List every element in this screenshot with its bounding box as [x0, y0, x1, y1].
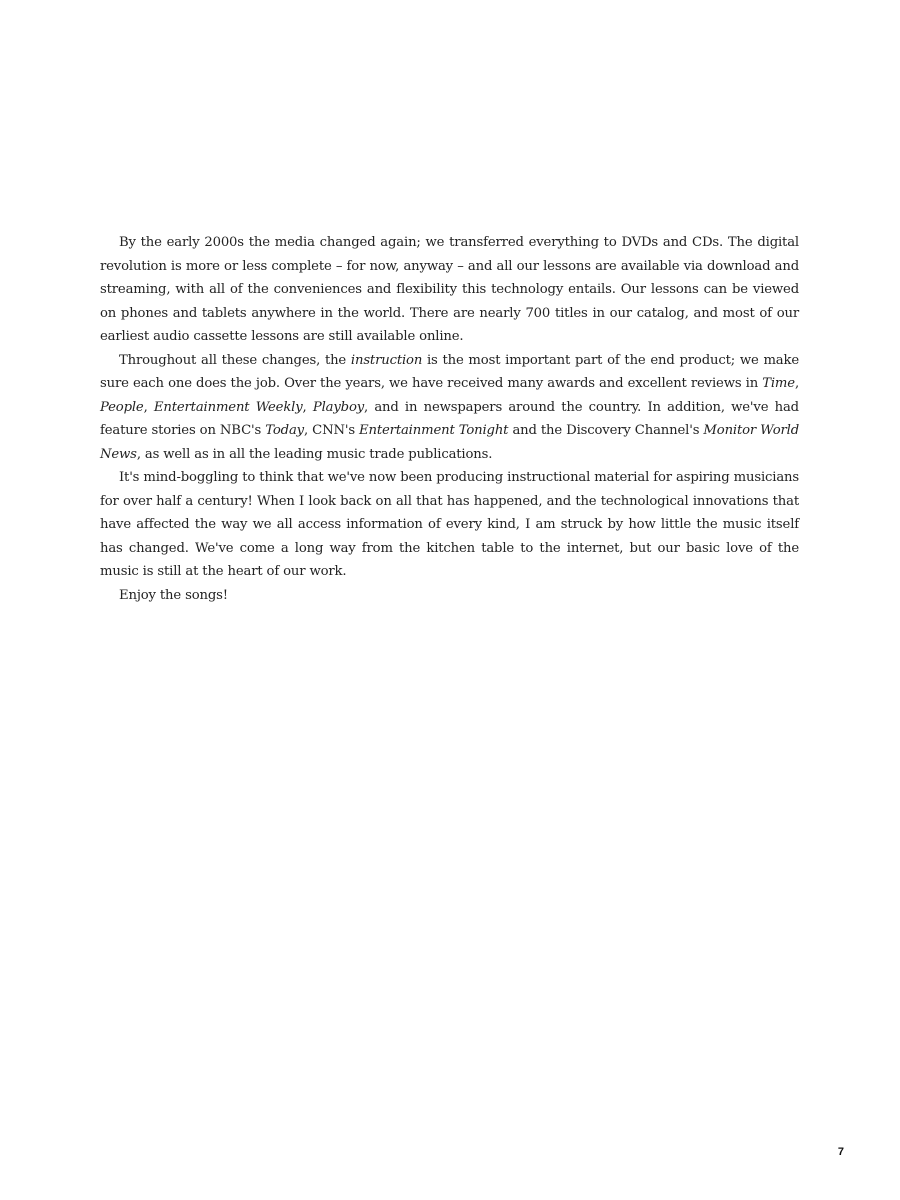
body-text [100, 231, 799, 607]
paragraph-text: Throughout all these changes, the [119, 352, 351, 368]
paragraph-text: , CNN's [303, 423, 360, 438]
show-title: Entertainment Tonight [359, 423, 509, 438]
paragraph-text: and the Discovery Channel's [508, 423, 704, 438]
paragraph-closing [100, 584, 799, 608]
italic-term: instruction [350, 352, 423, 368]
paragraph-media-history [100, 231, 799, 349]
publication-title: Entertainment Weekly [153, 399, 303, 415]
page-number: 7 [837, 1146, 844, 1158]
show-title: Today [265, 423, 304, 438]
paragraph-text: , [143, 399, 154, 415]
paragraph-reflection [100, 466, 799, 584]
paragraph-text: , as well as in all the leading music trade publications. [136, 446, 493, 462]
paragraph-text: , and in newspapers around the country. In addition, we've had feature stories on NBC's [100, 399, 799, 438]
paragraph-text: is the most important part of the end product; we make sure each one does the job. Over the years, we have received many awards and excellent reviews in [100, 352, 800, 391]
paragraph-text: Enjoy the songs! [119, 587, 228, 603]
publication-title: Playboy [312, 399, 365, 415]
show-title: Monitor World News [100, 423, 799, 462]
paragraph-instruction [100, 349, 799, 467]
publication-title: People [100, 399, 144, 415]
paragraph-text: , [794, 376, 799, 391]
publication-title: Time [762, 376, 795, 391]
paragraph-text: , [302, 399, 313, 415]
paragraph-text: By the early 2000s the media changed again; we transferred everything to DVDs and CDs. The digital revolution is more or less complete – for now, anyway – and all our lessons are available via download and streaming, with all of the conveniences and flexibility this technology entails. Our lessons can be viewed on phones and tablets anywhere in the world. There are nearly 700 titles in our catalog, and most of our earliest audio cassette lessons are still available online. [100, 235, 799, 344]
paragraph-text: It's mind-boggling to think that we've now been producing instructional material for aspiring musicians for over half a century! When I look back on all that has happened, and the technological innovations that have affected the way we all access information of every kind, I am struck by how little the music itself has changed. We've come a long way from the kitchen table to the internet, but our basic love of the music is still at the heart of our work. [100, 470, 799, 579]
